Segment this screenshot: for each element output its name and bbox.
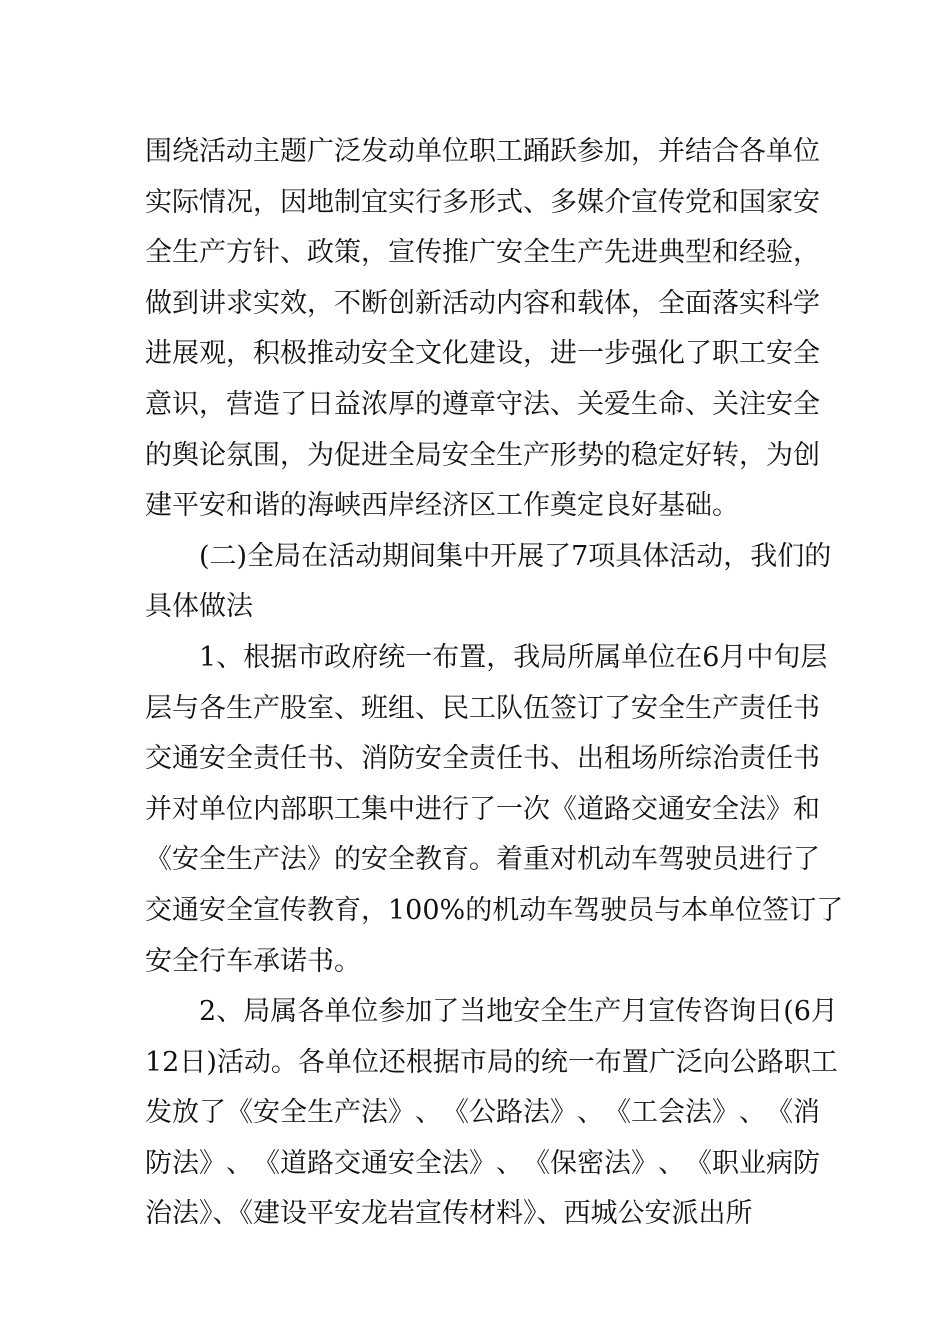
text-line: 围 绕 活 动 主 题 广 泛 发 动 单 位 职 工 踊 跃 参 加 ， 并 结 合 各 单 位 <box>145 136 820 167</box>
text-line: 1 、 根 据 市 政 府 统 一 布 置 ， 我 局 所 属 单 位 在 6 月 中 旬 层 <box>199 641 828 673</box>
text-line: 治法》、《建设平安龙岩宣传材料》、西城公安派出所 <box>145 1198 753 1230</box>
paragraph <box>145 127 820 532</box>
text-line: 12 日 ) 活 动 。 各 单 位 还 根 据 市 局 的 统 一 布 置 广 泛 向 公 路 职 工 <box>145 1046 838 1078</box>
text-line: 的 舆 论 氛 围 ， 为 促 进 全 局 安 全 生 产 形 势 的 稳 定 好 转 ， 为 创 <box>145 439 820 471</box>
text-line: 建平安和谐的海峡西岸经济区工作奠定良好基础。 <box>145 490 739 522</box>
text-line: 并 对 单 位 内 部 职 工 集 中 进 行 了 一 次 《 道 路 交 通 安 全 法 》 和 <box>145 793 820 825</box>
text-line: 发 放 了 《 安 全 生 产 法 》 、 《 公 路 法 》 、 《 工 会 法 》 、 《 消 <box>145 1097 820 1129</box>
text-line: 实 际 情 况 ， 因 地 制 宜 实 行 多 形 式 、 多 媒 介 宣 传 党 和 国 家 安 <box>145 186 820 218</box>
text-line: 交 通 安 全 宣 传 教 育 ， 100% 的 机 动 车 驾 驶 员 与 本 单 位 签 订 了 <box>145 894 844 926</box>
paragraph <box>145 532 832 633</box>
document-body <box>145 127 844 1240</box>
text-line: 交 通 安 全 责 任 书 、 消 防 安 全 责 任 书 、 出 租 场 所 综 治 责 任 书 <box>145 743 820 775</box>
text-line: 做 到 讲 求 实 效 ， 不 断 创 新 活 动 内 容 和 载 体 ， 全 面 落 实 科 学 <box>145 287 820 319</box>
paragraph <box>145 633 844 987</box>
paragraph <box>145 987 838 1240</box>
text-line: 防 法 》 、 《 道 路 交 通 安 全 法 》 、 《 保 密 法 》 、 《 职 业 病 防 <box>145 1147 820 1179</box>
text-line: 《 安 全 生 产 法 》 的 安 全 教 育 。 着 重 对 机 动 车 驾 驶 员 进 行 了 <box>145 844 820 876</box>
text-line: 意 识 ， 营 造 了 日 益 浓 厚 的 遵 章 守 法 、 关 爱 生 命 、 关 注 安 全 <box>145 388 820 420</box>
text-line: ( 二 ) 全 局 在 活 动 期 间 集 中 开 展 了 7 项 具 体 活 动 ， 我 们 的 <box>199 540 832 572</box>
text-line: 进 展 观 ， 积 极 推 动 安 全 文 化 建 设 ， 进 一 步 强 化 了 职 工 安 全 <box>145 338 820 370</box>
text-line: 层 与 各 生 产 股 室 、 班 组 、 民 工 队 伍 签 订 了 安 全 生 产 责 任 书 <box>145 692 820 724</box>
text-line: 2 、 局 属 各 单 位 参 加 了 当 地 安 全 生 产 月 宣 传 咨 询 日 ( 6 月 <box>199 996 838 1028</box>
text-line: 具体做法 <box>145 591 253 623</box>
text-line: 全 生 产 方 针 、 政 策 ， 宣 传 推 广 安 全 生 产 先 进 典 型 和 经 验 ， <box>145 237 820 269</box>
text-line: 安全行车承诺书。 <box>145 945 361 977</box>
